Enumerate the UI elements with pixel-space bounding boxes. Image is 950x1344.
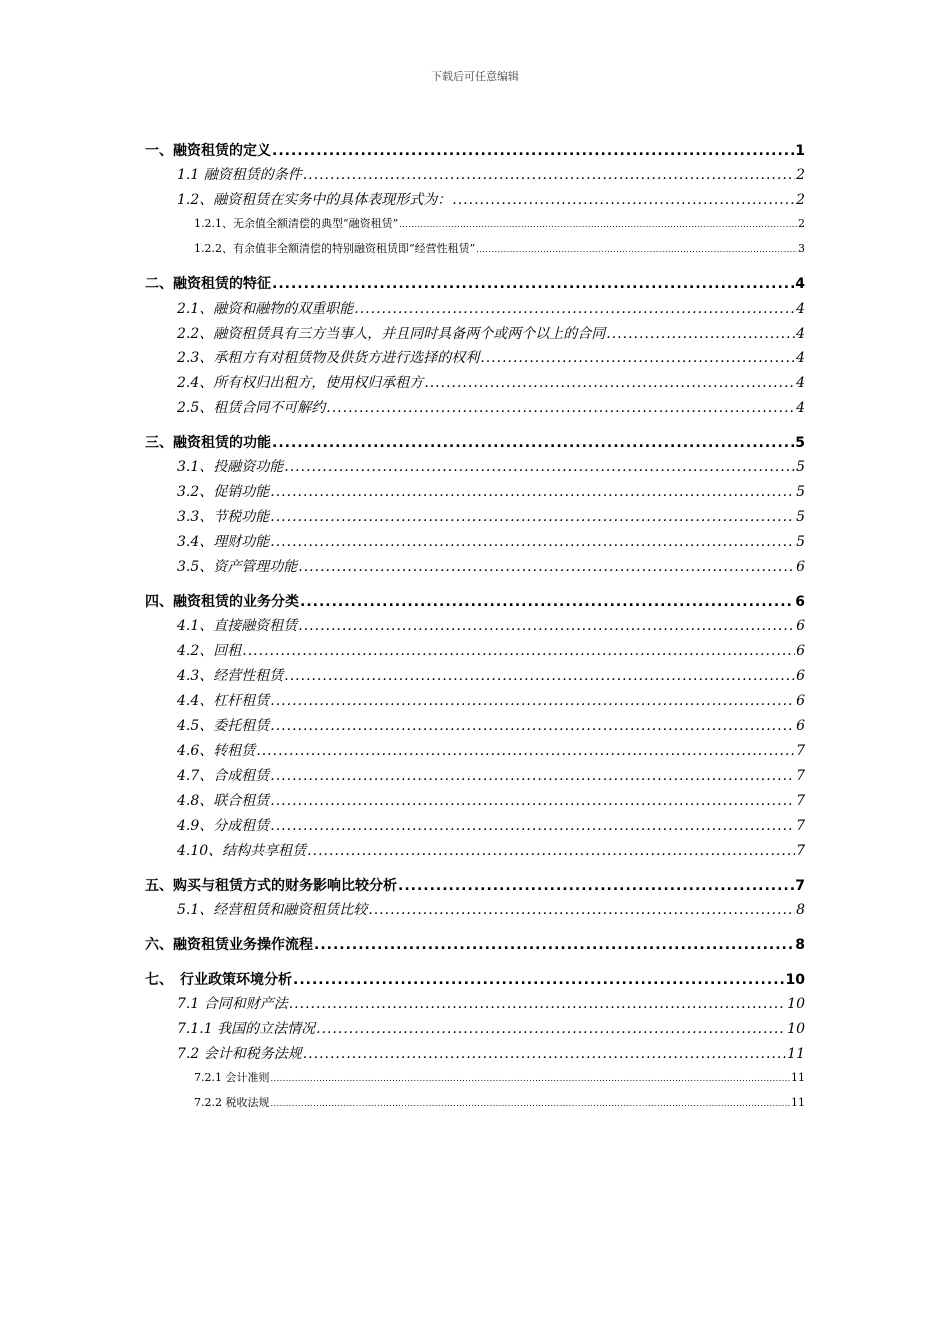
toc-page-number: 5 (796, 534, 805, 550)
toc-entry-text: 7.2.1 会计准则 (194, 1071, 270, 1084)
toc-leader (270, 484, 795, 500)
toc-entry[interactable] (145, 432, 805, 452)
toc-page-number: 1 (795, 143, 805, 159)
toc-entry[interactable] (177, 189, 805, 209)
toc-entry[interactable] (177, 690, 805, 710)
toc-page-number: 7 (796, 843, 805, 859)
toc-entry-text: 3.5、资产管理功能 (177, 559, 298, 575)
toc-entry-text: 1.2、融资租赁在实务中的具体表现形式为： (177, 192, 452, 208)
toc-entry-text: 1.2.1、无余值全额清偿的典型“融资租赁” (194, 217, 399, 230)
toc-leader (284, 668, 795, 684)
toc-page-number: 3 (798, 242, 805, 255)
toc-leader (289, 996, 786, 1012)
toc-entry[interactable] (145, 591, 805, 611)
toc-page-number: 5 (796, 459, 805, 475)
toc-entry[interactable] (177, 556, 805, 576)
toc-entry-text: 五、购买与租赁方式的财务影响比较分析 (145, 878, 397, 894)
toc-leader (307, 843, 795, 859)
toc-entry-text: 4.2、回租 (177, 643, 242, 659)
toc-leader (284, 459, 795, 475)
toc-leader (270, 509, 795, 525)
toc-leader (476, 245, 797, 254)
toc-page-number: 7 (796, 818, 805, 834)
toc-entry[interactable] (177, 164, 805, 184)
toc-entry-text: 4.1、直接融资租赁 (177, 618, 298, 634)
toc-entry-text: 四、融资租赁的业务分类 (145, 594, 299, 610)
toc-entry[interactable] (177, 298, 805, 318)
toc-leader (271, 1099, 791, 1108)
toc-entry-text: 2.1、融资和融物的双重职能 (177, 301, 354, 317)
toc-leader (303, 167, 795, 183)
toc-leader (300, 594, 794, 610)
toc-entry[interactable] (177, 506, 805, 526)
toc-entry-text: 4.8、联合租赁 (177, 793, 270, 809)
toc-page-number: 8 (796, 902, 805, 918)
toc-leader (256, 743, 795, 759)
toc-entry[interactable] (145, 140, 805, 160)
toc-entry-text: 4.5、委托租赁 (177, 718, 270, 734)
toc-entry[interactable] (145, 969, 805, 989)
toc-entry[interactable] (177, 531, 805, 551)
toc-leader (270, 534, 795, 550)
toc-page-number: 5 (796, 509, 805, 525)
toc-entry[interactable] (194, 240, 805, 256)
toc-leader (452, 192, 795, 208)
page-header: 下载后可任意编辑 (431, 70, 519, 83)
toc-leader (424, 375, 795, 391)
toc-page-number: 11 (791, 1071, 805, 1084)
toc-entry-text: 1.1 融资租赁的条件 (177, 167, 302, 183)
toc-page-number: 5 (795, 435, 805, 451)
toc-page-number: 2 (796, 167, 805, 183)
toc-page-number: 2 (798, 217, 805, 230)
toc-entry-text: 3.2、促销功能 (177, 484, 270, 500)
toc-page-number: 10 (785, 972, 805, 988)
toc-leader (293, 972, 785, 988)
toc-page-number: 11 (787, 1046, 805, 1062)
toc-entry[interactable] (177, 899, 805, 919)
toc-page-number: 6 (796, 718, 805, 734)
toc-entry[interactable] (194, 1094, 805, 1110)
toc-entry-text: 一、融资租赁的定义 (145, 143, 271, 159)
toc-page-number: 6 (796, 693, 805, 709)
toc-page-number: 4 (796, 400, 805, 416)
toc-entry-text: 4.6、转租赁 (177, 743, 256, 759)
toc-page-number: 7 (795, 878, 805, 894)
toc-entry-text: 7.1.1 我国的立法情况 (177, 1021, 316, 1037)
toc-leader (368, 902, 795, 918)
toc-entry-text: 7.2.2 税收法规 (194, 1096, 270, 1109)
toc-entry-text: 7.1 合同和财产法 (177, 996, 288, 1012)
toc-entry[interactable] (177, 456, 805, 476)
toc-entry[interactable] (177, 740, 805, 760)
toc-entry[interactable] (177, 993, 805, 1013)
toc-leader (270, 818, 795, 834)
toc-entry-text: 3.3、节税功能 (177, 509, 270, 525)
toc-leader (606, 326, 795, 342)
toc-page-number: 7 (796, 793, 805, 809)
toc-entry[interactable] (177, 790, 805, 810)
toc-entry-text: 2.3、承租方有对租赁物及供货方进行选择的权利 (177, 350, 480, 366)
toc-entry[interactable] (177, 815, 805, 835)
toc-leader (354, 301, 795, 317)
toc-page-number: 6 (796, 643, 805, 659)
toc-leader (316, 1021, 786, 1037)
toc-leader (270, 693, 795, 709)
toc-entry-text: 六、融资租赁业务操作流程 (145, 937, 313, 953)
toc-page-number: 10 (787, 996, 805, 1012)
toc-entry[interactable] (145, 934, 805, 954)
toc-page-number: 6 (796, 618, 805, 634)
toc-entry-text: 7.2 会计和税务法规 (177, 1046, 302, 1062)
toc-entry[interactable] (177, 840, 805, 860)
toc-entry-text: 4.10、结构共享租赁 (177, 843, 307, 859)
toc-entry-text: 4.3、经营性租赁 (177, 668, 284, 684)
toc-entry[interactable] (145, 273, 805, 293)
toc-page-number: 8 (795, 937, 805, 953)
toc-page-number: 7 (796, 768, 805, 784)
toc-entry-text: 4.7、合成租赁 (177, 768, 270, 784)
toc-entry[interactable] (177, 715, 805, 735)
toc-page-number: 4 (796, 375, 805, 391)
toc-entry[interactable] (177, 665, 805, 685)
toc-entry[interactable] (177, 397, 805, 417)
toc-entry-text: 5.1、经营租赁和融资租赁比较 (177, 902, 368, 918)
toc-page-number: 7 (796, 743, 805, 759)
toc-page-number: 4 (796, 326, 805, 342)
toc-entry-text: 3.4、理财功能 (177, 534, 270, 550)
toc-entry-text: 七、 行业政策环境分析 (145, 972, 292, 988)
toc-page-number: 11 (791, 1096, 805, 1109)
toc-entry-text: 2.5、租赁合同不可解约 (177, 400, 326, 416)
toc-entry-text: 2.2、融资租赁具有三方当事人，并且同时具备两个或两个以上的合同 (177, 326, 606, 342)
toc-entry-text: 1.2.2、有余值非全额清偿的特别融资租赁即“经营性租赁” (194, 242, 476, 255)
toc-leader (398, 878, 794, 894)
toc-leader (272, 276, 794, 292)
toc-leader (326, 400, 795, 416)
toc-page-number: 5 (796, 484, 805, 500)
toc-leader (399, 220, 797, 229)
toc-entry[interactable] (177, 481, 805, 501)
toc-entry-text: 二、融资租赁的特征 (145, 276, 271, 292)
toc-leader (270, 718, 795, 734)
toc-page-number: 2 (796, 192, 805, 208)
toc-page-number: 4 (796, 301, 805, 317)
toc-entry[interactable] (145, 875, 805, 895)
toc-entry[interactable] (177, 640, 805, 660)
toc-leader (270, 793, 795, 809)
toc-leader (298, 618, 795, 634)
toc-entry-text: 2.4、所有权归出租方，使用权归承租方 (177, 375, 424, 391)
toc-page-number: 6 (796, 559, 805, 575)
toc-leader (303, 1046, 786, 1062)
toc-page-number: 10 (787, 1021, 805, 1037)
toc-entry[interactable] (194, 215, 805, 231)
toc-entry[interactable] (194, 1069, 805, 1085)
toc-page-number: 4 (796, 350, 805, 366)
toc-entry-text: 4.4、杠杆租赁 (177, 693, 270, 709)
toc-entry[interactable] (177, 1018, 805, 1038)
toc-leader (242, 643, 795, 659)
toc-leader (314, 937, 794, 953)
toc-entry[interactable] (177, 765, 805, 785)
toc-leader (272, 435, 794, 451)
toc-page-number: 6 (796, 668, 805, 684)
toc-entry-text: 4.9、分成租赁 (177, 818, 270, 834)
toc-entry-text: 3.1、投融资功能 (177, 459, 284, 475)
toc-page-number: 4 (795, 276, 805, 292)
toc-entry-text: 三、融资租赁的功能 (145, 435, 271, 451)
toc-entry[interactable] (177, 1043, 805, 1063)
toc-leader (480, 350, 795, 366)
toc-leader (270, 768, 795, 784)
toc-leader (271, 1074, 791, 1083)
toc-entry[interactable] (177, 323, 805, 343)
toc-leader (272, 143, 794, 159)
toc-leader (298, 559, 795, 575)
toc-entry[interactable] (177, 372, 805, 392)
toc-entry[interactable] (177, 615, 805, 635)
toc-page-number: 6 (795, 594, 805, 610)
toc-entry[interactable] (177, 347, 805, 367)
